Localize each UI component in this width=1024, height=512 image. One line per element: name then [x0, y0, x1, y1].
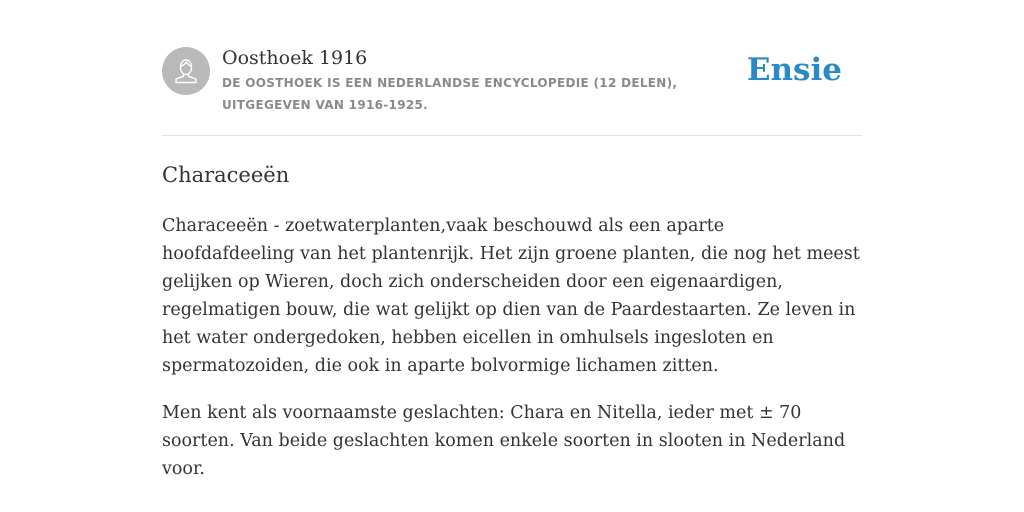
user-silhouette-icon: [162, 47, 210, 95]
ensie-logo[interactable]: Ensie: [746, 52, 842, 88]
source-header: [162, 46, 862, 135]
article-paragraph: Characeeën - zoetwaterplanten,vaak beschouwd als een aparte hoofdafdeeling van het plantenrijk. Het zijn groene planten, die nog het meest gelijken op Wieren, doch zich onderscheiden door een eigenaardigen, regelmatigen bouw, die wat gelijkt op dien van de Paardestaarten. Ze leven in het water ondergedoken, hebben eicellen in omhulsels ingesloten en spermatozoiden, die ook in aparte bolvormige lichamen zitten.: [162, 216, 860, 376]
header-divider: [162, 135, 862, 136]
article-paragraph: Men kent als voornaamste geslachten: Chara en Nitella, ieder met ± 70 soorten. Van beide geslachten komen enkele soorten in slooten in Nederland voor.: [162, 403, 846, 479]
source-description: DE OOSTHOEK IS EEN NEDERLANDSE ENCYCLOPEDIE (12 DELEN), UITGEGEVEN VAN 1916-1925.: [222, 76, 678, 112]
article-title: Characeeën: [162, 163, 290, 187]
article-body: [162, 212, 862, 502]
source-name[interactable]: Oosthoek 1916: [222, 47, 368, 69]
source-avatar[interactable]: [162, 47, 210, 95]
